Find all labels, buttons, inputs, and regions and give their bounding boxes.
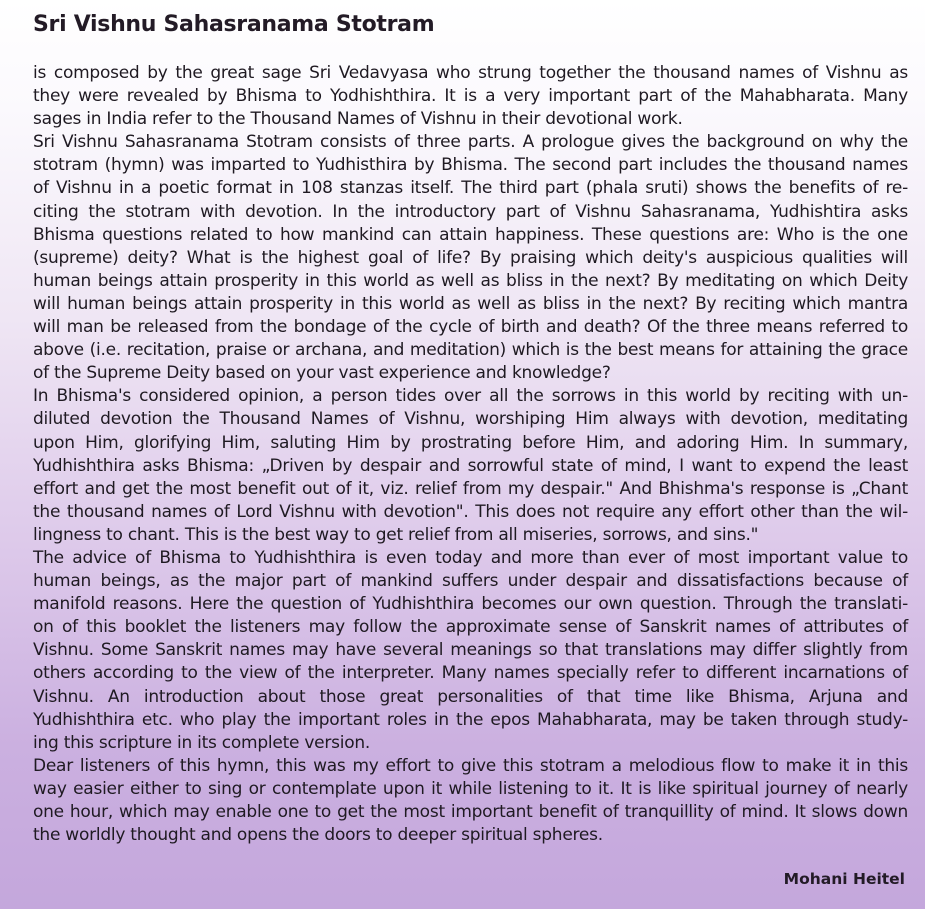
body-text [33,62,908,847]
text-line: ing this scripture in its complete version. [33,732,371,753]
text-line: manifold reasons. Here the question of Yudhishthira becomes our own question. Through the translati- [33,594,908,615]
text-line: is composed by the great sage Sri Vedavyasa who strung together the thousand names of Vishnu as [33,63,908,83]
text-line: (supreme) deity? What is the highest goal of life? By praising which deity's auspicious qualities will [33,247,908,268]
text-line: Vishnu. Some Sanskrit names may have several meanings so that translations may differ slightly from [33,640,908,661]
text-line: Vishnu. An introduction about those great personalities of that time like Bhisma, Arjuna and [33,686,908,707]
text-line: lingness to chant. This is the best way to get relief from all miseries, sorrows, and sins." [33,524,759,545]
author-signature: Mohani Heitel [783,870,905,888]
text-line: The advice of Bhisma to Yudhishthira is even today and more than ever of most important value to [33,547,908,568]
text-line: Sri Vishnu Sahasranama Stotram consists of three parts. A prologue gives the background on why the [33,132,908,153]
text-line: Yudhishthira asks Bhisma: „Driven by despair and sorrowful state of mind, I want to expend the least [33,455,908,476]
text-line: will man be released from the bondage of the cycle of birth and death? Of the three means referred to [33,317,908,338]
text-line: they were revealed by Bhisma to Yodhishthira. It is a very important part of the Mahabharata. Many [33,86,908,107]
text-line: on of this booklet the listeners may follow the approximate sense of Sanskrit names of attributes of [33,617,908,638]
text-line: sages in India refer to the Thousand Names of Vishnu in their devotional work. [33,109,683,130]
text-line: others according to the view of the interpreter. Many names specially refer to different incarnations of [33,663,908,684]
text-line: one hour, which may enable one to get the most important benefit of tranquillity of mind. It slows down [33,802,908,822]
text-line: Bhisma questions related to how mankind can attain happiness. These questions are: Who is the one [33,224,908,245]
page-title: Sri Vishnu Sahasranama Stotram [33,12,435,37]
text-line: diluted devotion the Thousand Names of Vishnu, worshiping Him always with devotion, meditating [33,409,908,430]
text-line: In Bhisma's considered opinion, a person tides over all the sorrows in this world by reciting with un- [33,386,908,407]
text-line: will human beings attain prosperity in this world as well as bliss in the next? By reciting which mantra [33,293,908,314]
text-line: upon Him, glorifying Him, saluting Him by prostrating before Him, and adoring Him. In summary, [33,432,908,453]
text-line: human beings, as the major part of mankind suffers under despair and dissatisfactions because of [33,571,908,592]
text-line: human beings attain prosperity in this world as well as bliss in the next? By meditating on which Deity [33,270,908,291]
text-line: Yudhishthira etc. who play the important roles in the epos Mahabharata, may be taken through study- [33,709,908,730]
text-line: above (i.e. recitation, praise or archana, and meditation) which is the best means for attaining the grace [33,340,908,361]
text-line: way easier either to sing or contemplate upon it while listening to it. It is like spiritual journey of nearly [33,778,908,799]
text-line: of Vishnu in a poetic format in 108 stanzas itself. The third part (phala sruti) shows the benefits of re- [33,178,908,199]
text-line: the thousand names of Lord Vishnu with devotion". This does not require any effort other than the wil- [33,501,908,522]
text-line: the worldly thought and opens the doors to deeper spiritual spheres. [33,825,603,846]
text-line: of the Supreme Deity based on your vast experience and knowledge? [33,363,611,384]
text-line: citing the stotram with devotion. In the introductory part of Vishnu Sahasranama, Yudhishtira asks [33,201,908,222]
text-line: stotram (hymn) was imparted to Yudhisthira by Bhisma. The second part includes the thousand names [33,155,908,176]
text-line: effort and get the most benefit out of it, viz. relief from my despair." And Bhishma's response is „Chant [33,478,908,499]
text-line: Dear listeners of this hymn, this was my effort to give this stotram a melodious flow to make it in this [33,755,908,776]
